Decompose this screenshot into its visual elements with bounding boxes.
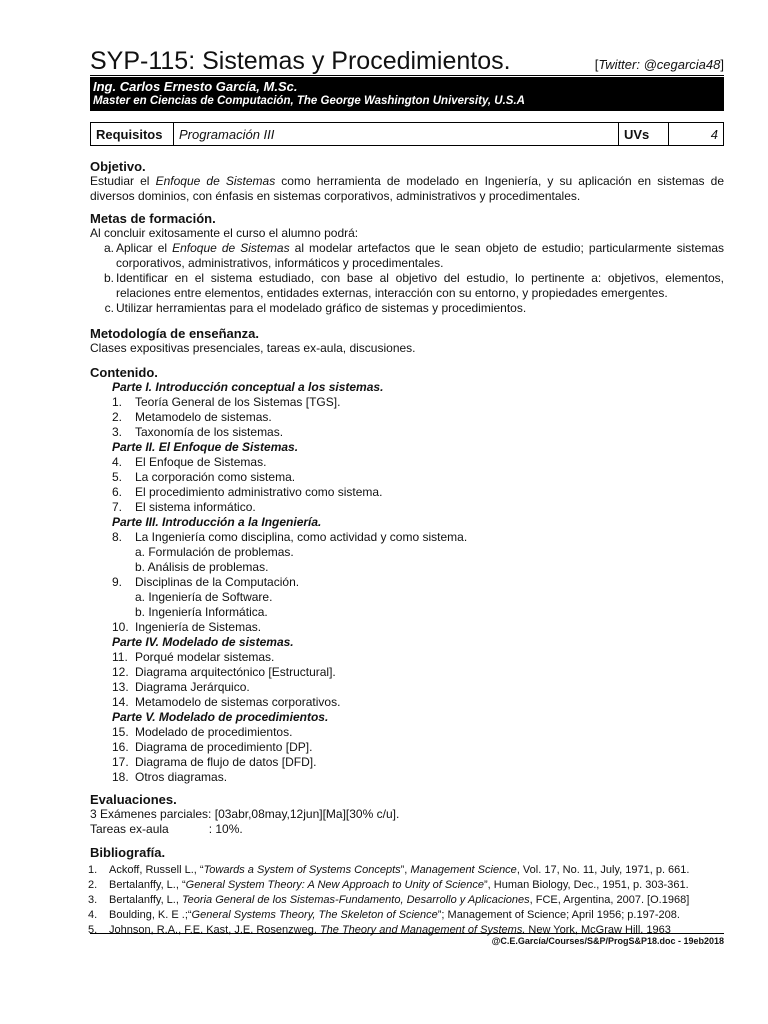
part-heading: Parte IV. Modelado de sistemas.	[112, 635, 294, 649]
uvs-label: UVs	[619, 123, 669, 145]
list-item: 18. Otros diagramas.	[112, 770, 228, 784]
list-item: 15. Modelado de procedimientos.	[112, 725, 293, 739]
list-item: 6. El procedimiento administrativo como sistema.	[112, 485, 383, 499]
evaluaciones-heading: Evaluaciones.	[90, 792, 177, 807]
metodologia-text: Clases expositivas presenciales, tareas ex-aula, discusiones.	[90, 341, 416, 355]
author-banner	[90, 77, 724, 111]
list-item: 12. Diagrama arquitectónico [Estructural].	[112, 665, 336, 679]
bibliografia-heading: Bibliografía.	[90, 845, 166, 860]
requirements-label: Requisitos	[91, 123, 174, 145]
bibliography-item: 3. Bertalanffy, L., Teoria General de los Sistemas-Fundamento, Desarrollo y Aplicaciones, FCE, Argentina, 2007. [O.1968]	[88, 894, 690, 906]
evaluaciones-line: Tareas ex-aula : 10%.	[90, 822, 243, 836]
list-item: 1. Teoría General de los Sistemas [TGS].	[112, 395, 341, 409]
metas-intro: Al concluir exitosamente el curso el alumno podrá:	[90, 226, 359, 240]
list-item: 9. Disciplinas de la Computación.	[112, 575, 300, 589]
list-item: 7. El sistema informático.	[112, 500, 256, 514]
meta-item-a: a. Aplicar el Enfoque de Sistemas al modelar artefactos que le sean objeto de estudio; particularmente sistemas corporativos, administrativos, informáticos y procedimentales.	[103, 241, 724, 270]
evaluaciones-line: 3 Exámenes parciales: [03abr,08may,12jun][Ma][30% c/u].	[90, 807, 400, 821]
bibliography-item: 2. Bertalanffy, L., “General System Theory: A New Approach to Unity of Science”, Human Biology, Dec., 1951, p. 303-361.	[88, 879, 689, 891]
contenido-heading: Contenido.	[90, 365, 158, 380]
objetivo-text: Estudiar el Enfoque de Sistemas como herramienta de modelado en Ingeniería, y su aplicación en sistemas de diversos dominios, con énfasis en sistemas corporativos, administrativos y procedimentales.	[90, 174, 724, 203]
part-heading: Parte V. Modelado de procedimientos.	[112, 710, 329, 724]
part-heading: Parte III. Introducción a la Ingeniería.	[112, 515, 322, 529]
page-title: SYP-115: Sistemas y Procedimientos.	[90, 47, 511, 75]
sub-item: b. Ingeniería Informática.	[135, 605, 268, 619]
requirements-table	[90, 122, 724, 146]
part-heading: Parte I. Introducción conceptual a los sistemas.	[112, 380, 384, 394]
part-heading: Parte II. El Enfoque de Sistemas.	[112, 440, 299, 454]
list-item: 10. Ingeniería de Sistemas.	[112, 620, 262, 634]
bibliography-item: 5. Johnson, R.A., F.E. Kast, J.E. Rosenzweg. The Theory and Management of Systems. New York, McGraw Hill. 1963	[88, 924, 671, 936]
metas-heading: Metas de formación.	[90, 211, 216, 226]
metodologia-heading: Metodología de enseñanza.	[90, 326, 260, 341]
sub-item: b. Análisis de problemas.	[135, 560, 269, 574]
author-name: Ing. Carlos Ernesto García, M.Sc.	[93, 79, 298, 94]
objetivo-heading: Objetivo.	[90, 159, 146, 174]
list-item: 11. Porqué modelar sistemas.	[112, 650, 275, 664]
sub-item: a. Formulación de problemas.	[135, 545, 294, 559]
twitter-handle: [Twitter: @cegarcia48]	[594, 57, 724, 72]
list-item: 2. Metamodelo de sistemas.	[112, 410, 272, 424]
list-item: 16. Diagrama de procedimiento [DP].	[112, 740, 313, 754]
list-item: 5. La corporación como sistema.	[112, 470, 296, 484]
meta-item-b: b. Identificar en el sistema estudiado, con base al objetivo del estudio, lo pertinente a: objetivos, elementos, relaciones entre elementos, entidades externas, interacción con su entorno, y propiedades emergentes.	[103, 271, 724, 300]
list-item: 13. Diagrama Jerárquico.	[112, 680, 250, 694]
bibliography-item: 1. Ackoff, Russell L., “Towards a System of Systems Concepts”, Management Science, Vol. 17, No. 11, July, 1971, p. 661.	[88, 864, 690, 876]
uvs-value: 4	[710, 126, 718, 142]
list-item: 4. El Enfoque de Sistemas.	[112, 455, 267, 469]
footer-text: @C.E.García/Courses/S&P/ProgS&P18.doc - 19eb2018	[491, 936, 724, 946]
title-row	[90, 44, 724, 76]
document-page	[90, 44, 724, 938]
author-degree: Master en Ciencias de Computación, The George Washington University, U.S.A	[93, 95, 525, 107]
list-item: 8. La Ingeniería como disciplina, como actividad y como sistema.	[112, 530, 468, 544]
list-item: 3. Taxonomía de los sistemas.	[112, 425, 284, 439]
footer-divider	[90, 933, 724, 934]
bibliography-item: 4. Boulding, K. E .;“General Systems Theory, The Skeleton of Science”; Management of Science; April 1956; p.197-208.	[88, 909, 680, 921]
list-item: 17. Diagrama de flujo de datos [DFD].	[112, 755, 317, 769]
requirements-value: Programación III	[174, 123, 619, 145]
meta-item-c: c. Utilizar herramientas para el modelado gráfico de sistemas y procedimientos.	[104, 301, 527, 315]
list-item: 14. Metamodelo de sistemas corporativos.	[112, 695, 341, 709]
sub-item: a. Ingeniería de Software.	[135, 590, 273, 604]
